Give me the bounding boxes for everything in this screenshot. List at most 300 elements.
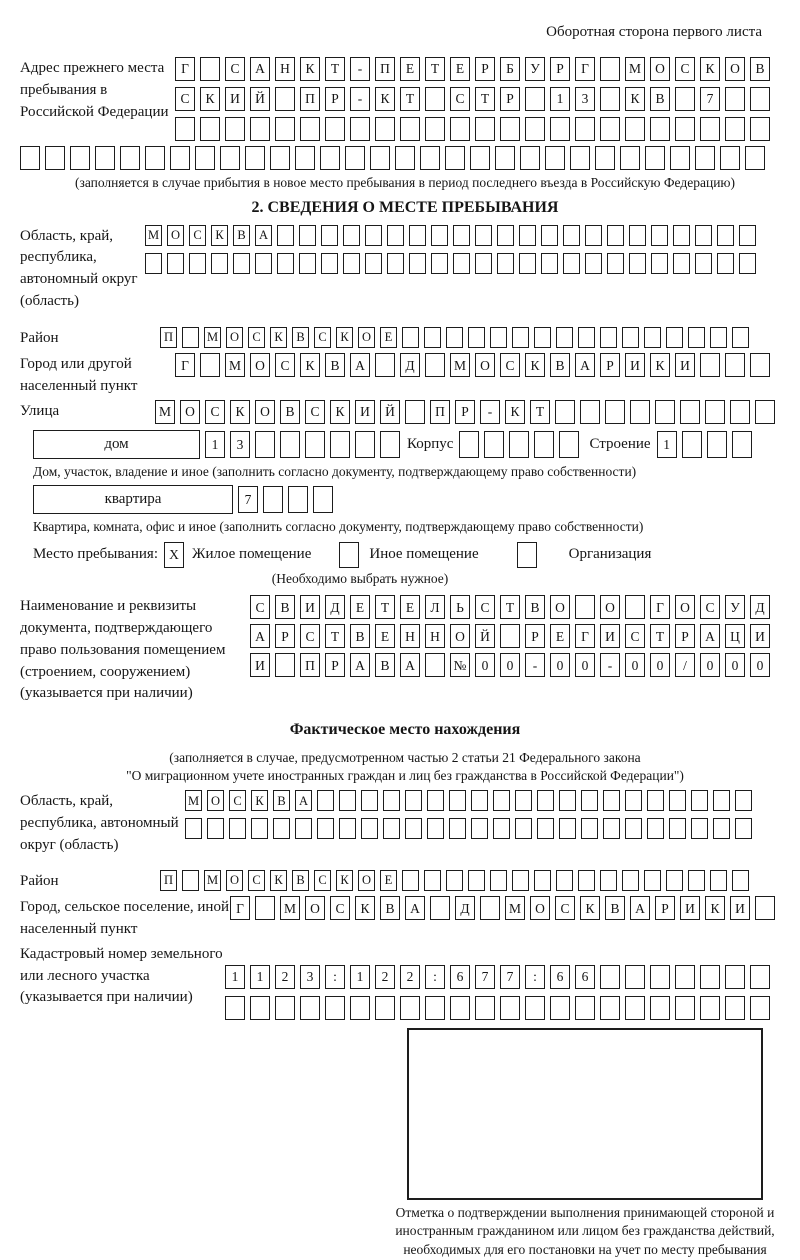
char-cell[interactable]: В	[273, 790, 290, 811]
char-cell[interactable]	[745, 146, 765, 170]
char-cell[interactable]	[365, 253, 382, 274]
char-cell[interactable]	[182, 870, 199, 891]
char-cell[interactable]	[383, 790, 400, 811]
char-cell[interactable]: С	[314, 870, 331, 891]
char-cell[interactable]	[402, 870, 419, 891]
char-cell[interactable]: О	[725, 57, 745, 81]
char-cell[interactable]	[300, 117, 320, 141]
char-cell[interactable]: О	[600, 595, 620, 619]
char-cell[interactable]	[317, 818, 334, 839]
char-cell[interactable]	[647, 818, 664, 839]
char-cell[interactable]	[625, 996, 645, 1020]
char-cell[interactable]: В	[280, 400, 300, 424]
char-cell[interactable]: Р	[325, 87, 345, 111]
char-cell[interactable]	[607, 225, 624, 246]
char-cell[interactable]: 0	[575, 653, 595, 677]
char-cell[interactable]	[670, 146, 690, 170]
char-cell[interactable]	[732, 327, 749, 348]
char-cell[interactable]	[603, 790, 620, 811]
char-cell[interactable]: К	[525, 353, 545, 377]
char-cell[interactable]	[20, 146, 40, 170]
char-cell[interactable]	[644, 870, 661, 891]
char-cell[interactable]: :	[425, 965, 445, 989]
char-cell[interactable]: Е	[400, 57, 420, 81]
char-cell[interactable]	[500, 117, 520, 141]
char-cell[interactable]: В	[350, 624, 370, 648]
char-cell[interactable]: Т	[400, 87, 420, 111]
char-cell[interactable]: Е	[400, 595, 420, 619]
char-cell[interactable]	[475, 253, 492, 274]
char-cell[interactable]: О	[675, 595, 695, 619]
char-cell[interactable]: Р	[550, 57, 570, 81]
char-cell[interactable]: А	[400, 653, 420, 677]
char-cell[interactable]	[600, 117, 620, 141]
char-cell[interactable]: С	[305, 400, 325, 424]
char-cell[interactable]	[669, 818, 686, 839]
char-cell[interactable]: №	[450, 653, 470, 677]
char-cell[interactable]	[559, 818, 576, 839]
char-cell[interactable]: С	[555, 896, 575, 920]
char-cell[interactable]	[251, 818, 268, 839]
char-cell[interactable]: С	[189, 225, 206, 246]
char-cell[interactable]	[695, 225, 712, 246]
char-cell[interactable]: В	[605, 896, 625, 920]
char-cell[interactable]	[200, 117, 220, 141]
char-cell[interactable]	[425, 996, 445, 1020]
char-cell[interactable]: К	[580, 896, 600, 920]
char-cell[interactable]: Р	[655, 896, 675, 920]
char-cell[interactable]	[497, 225, 514, 246]
char-cell[interactable]	[277, 253, 294, 274]
char-cell[interactable]: П	[300, 653, 320, 677]
char-cell[interactable]	[383, 818, 400, 839]
char-cell[interactable]	[450, 996, 470, 1020]
char-cell[interactable]: 6	[450, 965, 470, 989]
char-cell[interactable]: Д	[325, 595, 345, 619]
char-cell[interactable]	[405, 400, 425, 424]
char-cell[interactable]	[255, 431, 275, 458]
char-cell[interactable]: 0	[550, 653, 570, 677]
char-cell[interactable]	[345, 146, 365, 170]
char-cell[interactable]: 6	[575, 965, 595, 989]
char-cell[interactable]	[250, 996, 270, 1020]
char-cell[interactable]	[673, 253, 690, 274]
char-cell[interactable]	[471, 818, 488, 839]
char-cell[interactable]: Г	[575, 57, 595, 81]
char-cell[interactable]	[45, 146, 65, 170]
char-cell[interactable]	[620, 146, 640, 170]
char-cell[interactable]	[424, 327, 441, 348]
char-cell[interactable]: И	[250, 653, 270, 677]
char-cell[interactable]	[675, 117, 695, 141]
char-cell[interactable]	[666, 327, 683, 348]
char-cell[interactable]: И	[680, 896, 700, 920]
char-cell[interactable]	[750, 996, 770, 1020]
char-cell[interactable]	[537, 790, 554, 811]
char-cell[interactable]	[182, 327, 199, 348]
char-cell[interactable]: М	[204, 870, 221, 891]
stay-option-other-checkbox[interactable]	[339, 542, 359, 568]
char-cell[interactable]	[600, 996, 620, 1020]
char-cell[interactable]	[468, 870, 485, 891]
char-cell[interactable]: С	[330, 896, 350, 920]
char-cell[interactable]	[170, 146, 190, 170]
char-cell[interactable]: О	[305, 896, 325, 920]
char-cell[interactable]	[493, 790, 510, 811]
char-cell[interactable]	[250, 117, 270, 141]
char-cell[interactable]	[625, 818, 642, 839]
char-cell[interactable]: М	[145, 225, 162, 246]
char-cell[interactable]	[475, 225, 492, 246]
char-cell[interactable]: Т	[500, 595, 520, 619]
char-cell[interactable]	[585, 253, 602, 274]
char-cell[interactable]: С	[250, 595, 270, 619]
char-cell[interactable]: С	[300, 624, 320, 648]
char-cell[interactable]: К	[505, 400, 525, 424]
char-cell[interactable]	[525, 117, 545, 141]
char-cell[interactable]	[380, 431, 400, 458]
char-cell[interactable]	[343, 253, 360, 274]
char-cell[interactable]: О	[167, 225, 184, 246]
char-cell[interactable]	[550, 996, 570, 1020]
char-cell[interactable]	[725, 87, 745, 111]
char-cell[interactable]	[713, 818, 730, 839]
char-cell[interactable]: М	[204, 327, 221, 348]
char-cell[interactable]	[387, 253, 404, 274]
char-cell[interactable]: К	[230, 400, 250, 424]
char-cell[interactable]	[425, 117, 445, 141]
char-cell[interactable]	[449, 790, 466, 811]
char-cell[interactable]: О	[530, 896, 550, 920]
char-cell[interactable]	[580, 400, 600, 424]
char-cell[interactable]: М	[225, 353, 245, 377]
char-cell[interactable]: Г	[175, 353, 195, 377]
char-cell[interactable]: И	[225, 87, 245, 111]
char-cell[interactable]	[453, 253, 470, 274]
char-cell[interactable]	[550, 117, 570, 141]
char-cell[interactable]: Й	[475, 624, 495, 648]
char-cell[interactable]: 0	[750, 653, 770, 677]
char-cell[interactable]	[233, 253, 250, 274]
char-cell[interactable]: Р	[675, 624, 695, 648]
char-cell[interactable]: Г	[230, 896, 250, 920]
char-cell[interactable]	[673, 225, 690, 246]
char-cell[interactable]	[361, 790, 378, 811]
char-cell[interactable]	[515, 790, 532, 811]
char-cell[interactable]	[185, 818, 202, 839]
char-cell[interactable]	[299, 225, 316, 246]
char-cell[interactable]	[145, 253, 162, 274]
char-cell[interactable]	[295, 146, 315, 170]
char-cell[interactable]	[475, 117, 495, 141]
char-cell[interactable]	[600, 57, 620, 81]
char-cell[interactable]	[710, 327, 727, 348]
char-cell[interactable]: Н	[275, 57, 295, 81]
char-cell[interactable]: Е	[550, 624, 570, 648]
char-cell[interactable]	[321, 225, 338, 246]
char-cell[interactable]	[700, 117, 720, 141]
char-cell[interactable]: -	[525, 653, 545, 677]
char-cell[interactable]	[425, 87, 445, 111]
char-cell[interactable]	[625, 595, 645, 619]
char-cell[interactable]	[695, 253, 712, 274]
char-cell[interactable]	[750, 965, 770, 989]
char-cell[interactable]	[375, 117, 395, 141]
char-cell[interactable]	[225, 996, 245, 1020]
char-cell[interactable]: П	[300, 87, 320, 111]
char-cell[interactable]: А	[700, 624, 720, 648]
char-cell[interactable]: А	[350, 653, 370, 677]
char-cell[interactable]: О	[358, 870, 375, 891]
char-cell[interactable]	[95, 146, 115, 170]
char-cell[interactable]: -	[350, 57, 370, 81]
char-cell[interactable]: Р	[525, 624, 545, 648]
char-cell[interactable]: В	[525, 595, 545, 619]
char-cell[interactable]	[650, 965, 670, 989]
char-cell[interactable]: Д	[750, 595, 770, 619]
char-cell[interactable]: Е	[450, 57, 470, 81]
char-cell[interactable]	[300, 996, 320, 1020]
char-cell[interactable]: М	[280, 896, 300, 920]
char-cell[interactable]: 3	[230, 431, 250, 458]
char-cell[interactable]	[625, 790, 642, 811]
char-cell[interactable]	[717, 225, 734, 246]
char-cell[interactable]	[509, 431, 529, 458]
char-cell[interactable]: О	[358, 327, 375, 348]
char-cell[interactable]: С	[450, 87, 470, 111]
char-cell[interactable]	[585, 225, 602, 246]
char-cell[interactable]: Г	[575, 624, 595, 648]
char-cell[interactable]: А	[350, 353, 370, 377]
char-cell[interactable]: В	[292, 870, 309, 891]
char-cell[interactable]: А	[250, 624, 270, 648]
char-cell[interactable]: А	[630, 896, 650, 920]
char-cell[interactable]: С	[475, 595, 495, 619]
char-cell[interactable]: С	[625, 624, 645, 648]
char-cell[interactable]	[675, 996, 695, 1020]
char-cell[interactable]	[717, 253, 734, 274]
char-cell[interactable]: К	[336, 327, 353, 348]
stay-option-residential-checkbox[interactable]: X	[164, 542, 184, 568]
char-cell[interactable]: С	[205, 400, 225, 424]
char-cell[interactable]: 3	[300, 965, 320, 989]
char-cell[interactable]: К	[211, 225, 228, 246]
char-cell[interactable]: 1	[225, 965, 245, 989]
char-cell[interactable]	[490, 327, 507, 348]
char-cell[interactable]	[468, 327, 485, 348]
apartment-box-label[interactable]: квартира	[33, 485, 233, 514]
char-cell[interactable]: Т	[475, 87, 495, 111]
char-cell[interactable]	[330, 431, 350, 458]
char-cell[interactable]: 0	[650, 653, 670, 677]
char-cell[interactable]	[735, 818, 752, 839]
char-cell[interactable]: С	[229, 790, 246, 811]
char-cell[interactable]	[707, 431, 727, 458]
char-cell[interactable]	[755, 896, 775, 920]
char-cell[interactable]	[409, 225, 426, 246]
char-cell[interactable]: 0	[625, 653, 645, 677]
char-cell[interactable]	[630, 400, 650, 424]
char-cell[interactable]: Е	[350, 595, 370, 619]
char-cell[interactable]	[725, 996, 745, 1020]
char-cell[interactable]	[534, 431, 554, 458]
char-cell[interactable]	[578, 327, 595, 348]
char-cell[interactable]	[600, 87, 620, 111]
char-cell[interactable]	[405, 818, 422, 839]
char-cell[interactable]	[691, 790, 708, 811]
char-cell[interactable]: 2	[400, 965, 420, 989]
char-cell[interactable]: 0	[725, 653, 745, 677]
char-cell[interactable]: Т	[375, 595, 395, 619]
char-cell[interactable]	[427, 790, 444, 811]
char-cell[interactable]: П	[160, 327, 177, 348]
char-cell[interactable]: Й	[250, 87, 270, 111]
char-cell[interactable]	[739, 225, 756, 246]
char-cell[interactable]: К	[355, 896, 375, 920]
char-cell[interactable]: 7	[475, 965, 495, 989]
char-cell[interactable]	[575, 996, 595, 1020]
char-cell[interactable]	[375, 353, 395, 377]
char-cell[interactable]	[195, 146, 215, 170]
char-cell[interactable]	[275, 117, 295, 141]
char-cell[interactable]	[400, 996, 420, 1020]
char-cell[interactable]: 2	[275, 965, 295, 989]
char-cell[interactable]	[446, 327, 463, 348]
char-cell[interactable]	[375, 996, 395, 1020]
char-cell[interactable]	[295, 818, 312, 839]
char-cell[interactable]	[431, 253, 448, 274]
char-cell[interactable]	[263, 486, 283, 513]
char-cell[interactable]	[541, 253, 558, 274]
char-cell[interactable]	[675, 87, 695, 111]
char-cell[interactable]	[545, 146, 565, 170]
char-cell[interactable]: Р	[455, 400, 475, 424]
char-cell[interactable]	[475, 996, 495, 1020]
char-cell[interactable]: А	[405, 896, 425, 920]
char-cell[interactable]	[275, 87, 295, 111]
char-cell[interactable]	[280, 431, 300, 458]
char-cell[interactable]: К	[700, 57, 720, 81]
char-cell[interactable]	[563, 253, 580, 274]
char-cell[interactable]	[409, 253, 426, 274]
char-cell[interactable]	[682, 431, 702, 458]
char-cell[interactable]: 1	[350, 965, 370, 989]
char-cell[interactable]: Е	[380, 327, 397, 348]
char-cell[interactable]	[431, 225, 448, 246]
char-cell[interactable]	[449, 818, 466, 839]
char-cell[interactable]	[534, 327, 551, 348]
char-cell[interactable]: И	[750, 624, 770, 648]
char-cell[interactable]: С	[248, 870, 265, 891]
char-cell[interactable]	[645, 146, 665, 170]
char-cell[interactable]: -	[350, 87, 370, 111]
char-cell[interactable]	[629, 253, 646, 274]
char-cell[interactable]: С	[675, 57, 695, 81]
char-cell[interactable]	[325, 996, 345, 1020]
char-cell[interactable]: Р	[325, 653, 345, 677]
char-cell[interactable]	[688, 870, 705, 891]
char-cell[interactable]: Ц	[725, 624, 745, 648]
char-cell[interactable]: 1	[205, 431, 225, 458]
char-cell[interactable]	[229, 818, 246, 839]
char-cell[interactable]: С	[700, 595, 720, 619]
char-cell[interactable]	[581, 790, 598, 811]
char-cell[interactable]	[350, 117, 370, 141]
char-cell[interactable]: Б	[500, 57, 520, 81]
char-cell[interactable]	[655, 400, 675, 424]
char-cell[interactable]: Ь	[450, 595, 470, 619]
char-cell[interactable]	[735, 790, 752, 811]
char-cell[interactable]: И	[300, 595, 320, 619]
char-cell[interactable]	[520, 146, 540, 170]
char-cell[interactable]: Е	[375, 624, 395, 648]
char-cell[interactable]: В	[750, 57, 770, 81]
char-cell[interactable]: Н	[400, 624, 420, 648]
char-cell[interactable]	[425, 653, 445, 677]
char-cell[interactable]: С	[175, 87, 195, 111]
char-cell[interactable]	[625, 965, 645, 989]
char-cell[interactable]: К	[336, 870, 353, 891]
char-cell[interactable]: :	[525, 965, 545, 989]
char-cell[interactable]: 1	[657, 431, 677, 458]
char-cell[interactable]	[245, 146, 265, 170]
char-cell[interactable]	[559, 431, 579, 458]
char-cell[interactable]: 0	[475, 653, 495, 677]
char-cell[interactable]	[321, 253, 338, 274]
char-cell[interactable]	[493, 818, 510, 839]
char-cell[interactable]	[625, 117, 645, 141]
char-cell[interactable]	[651, 225, 668, 246]
char-cell[interactable]: И	[355, 400, 375, 424]
char-cell[interactable]	[325, 117, 345, 141]
char-cell[interactable]: О	[226, 870, 243, 891]
char-cell[interactable]	[750, 353, 770, 377]
char-cell[interactable]	[361, 818, 378, 839]
char-cell[interactable]	[317, 790, 334, 811]
char-cell[interactable]	[470, 146, 490, 170]
char-cell[interactable]	[525, 87, 545, 111]
char-cell[interactable]	[555, 400, 575, 424]
char-cell[interactable]: М	[505, 896, 525, 920]
char-cell[interactable]	[700, 996, 720, 1020]
char-cell[interactable]	[450, 117, 470, 141]
char-cell[interactable]: И	[675, 353, 695, 377]
char-cell[interactable]	[680, 400, 700, 424]
char-cell[interactable]	[427, 818, 444, 839]
char-cell[interactable]: С	[500, 353, 520, 377]
char-cell[interactable]	[739, 253, 756, 274]
char-cell[interactable]: Р	[275, 624, 295, 648]
char-cell[interactable]	[167, 253, 184, 274]
char-cell[interactable]: А	[250, 57, 270, 81]
char-cell[interactable]: А	[575, 353, 595, 377]
char-cell[interactable]	[629, 225, 646, 246]
char-cell[interactable]: О	[250, 353, 270, 377]
char-cell[interactable]: Г	[650, 595, 670, 619]
char-cell[interactable]: У	[525, 57, 545, 81]
char-cell[interactable]	[600, 870, 617, 891]
char-cell[interactable]: 7	[700, 87, 720, 111]
char-cell[interactable]	[497, 253, 514, 274]
char-cell[interactable]: В	[375, 653, 395, 677]
char-cell[interactable]	[480, 896, 500, 920]
char-cell[interactable]	[255, 896, 275, 920]
char-cell[interactable]	[519, 253, 536, 274]
char-cell[interactable]: К	[330, 400, 350, 424]
char-cell[interactable]: 7	[238, 486, 258, 513]
char-cell[interactable]	[70, 146, 90, 170]
stay-option-organization-checkbox[interactable]	[517, 542, 537, 568]
